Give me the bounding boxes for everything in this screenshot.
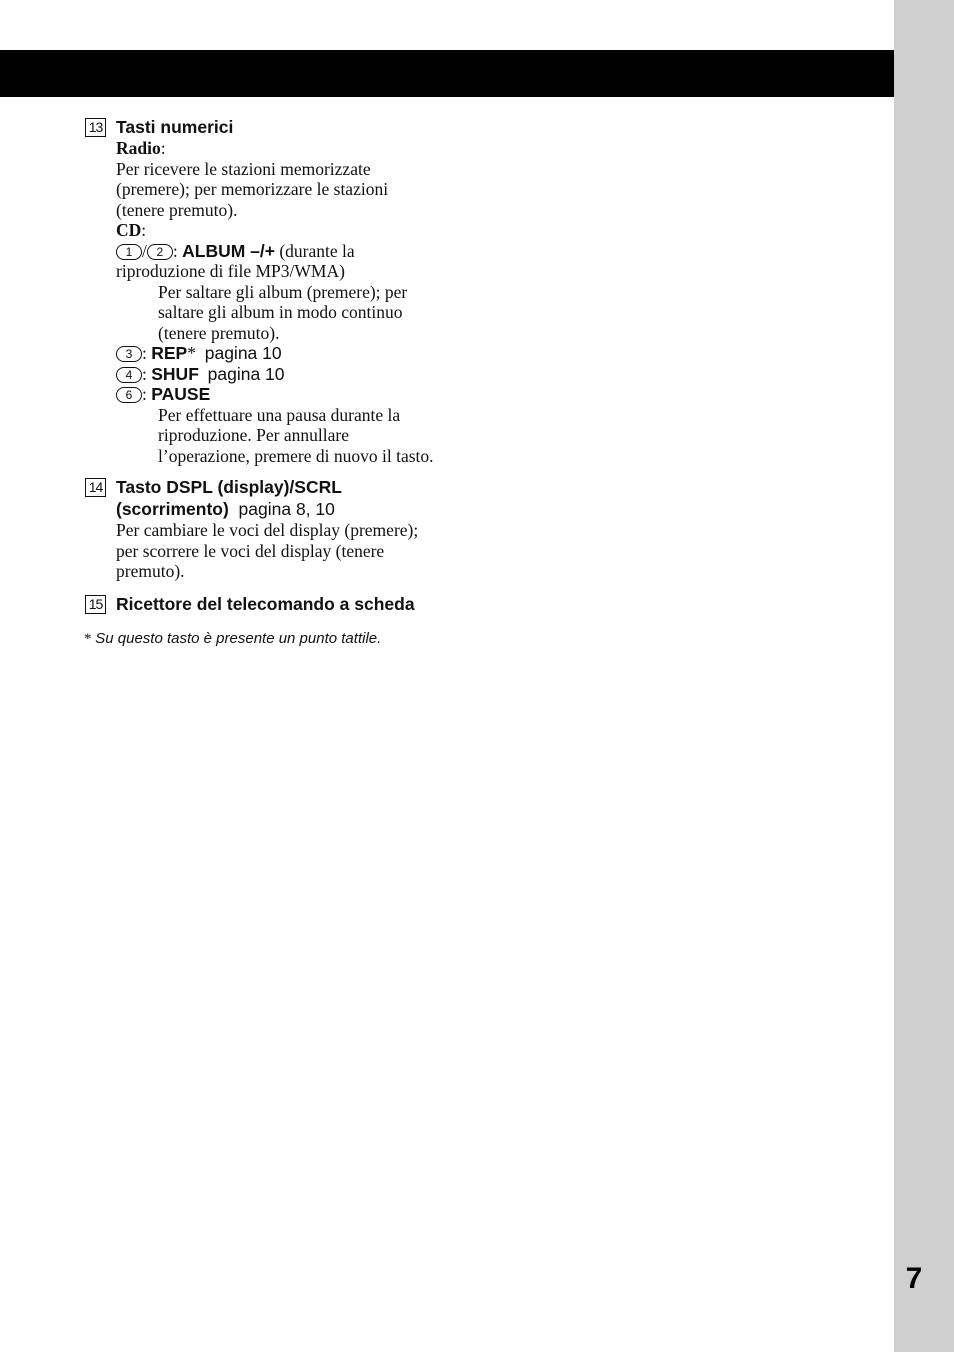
header-bar bbox=[0, 50, 894, 97]
item-13 bbox=[84, 116, 484, 466]
item-14 bbox=[84, 476, 484, 582]
item-title: Ricettore del telecomando a scheda bbox=[116, 593, 415, 614]
footnote bbox=[84, 630, 381, 648]
item-title-line2 bbox=[116, 498, 484, 520]
key-6-icon: 6 bbox=[116, 387, 142, 403]
key-3-icon: 3 bbox=[116, 346, 142, 362]
album-line: 1 / 2 : ALBUM –/+ (durante la bbox=[116, 241, 484, 262]
radio-label: Radio bbox=[116, 138, 161, 158]
item-title-cont: (scorrimento) bbox=[116, 499, 229, 519]
cd-label: CD bbox=[116, 220, 142, 240]
item-15 bbox=[84, 593, 484, 615]
rep-line: 3 : REP* pagina 10 bbox=[116, 343, 484, 364]
radio-label-line: Radio: bbox=[116, 138, 166, 158]
content bbox=[84, 116, 484, 615]
album-label: ALBUM –/+ bbox=[182, 240, 275, 261]
album-text: (durante la bbox=[279, 240, 355, 261]
key-4-icon: 4 bbox=[116, 367, 142, 383]
desc-line: premuto). bbox=[116, 561, 185, 581]
radio-line: (tenere premuto). bbox=[116, 199, 238, 220]
shuf-ref: pagina 10 bbox=[207, 363, 285, 384]
pause-label: PAUSE bbox=[151, 384, 211, 404]
pause-desc-line: Per effettuare una pausa durante la bbox=[158, 404, 401, 425]
cd-label-line: CD: bbox=[116, 220, 147, 240]
item-number: 14 bbox=[85, 478, 106, 497]
album-desc bbox=[116, 282, 484, 344]
pause-desc-line: l’operazione, premere di nuovo il tasto. bbox=[158, 445, 434, 466]
footnote-mark: * bbox=[84, 631, 92, 647]
pause-desc bbox=[116, 405, 484, 467]
side-tab bbox=[894, 0, 954, 1352]
desc-line: per scorrere le voci del display (tenere bbox=[116, 540, 385, 561]
desc-line: Per cambiare le voci del display (premere); bbox=[116, 520, 419, 540]
item-number: 15 bbox=[85, 595, 106, 614]
radio-line: (premere); per memorizzare le stazioni bbox=[116, 179, 389, 199]
radio-line: Per ricevere le stazioni memorizzate bbox=[116, 158, 371, 179]
item-number: 13 bbox=[85, 118, 106, 137]
shuf-line: 4 : SHUF pagina 10 bbox=[116, 364, 484, 385]
pause-line: 6 : PAUSE bbox=[116, 384, 484, 405]
page-number: 7 bbox=[905, 1262, 923, 1295]
item-ref: pagina 8, 10 bbox=[238, 499, 335, 519]
album-desc-line: Per saltare gli album (premere); per bbox=[158, 281, 408, 302]
shuf-label: SHUF bbox=[151, 363, 199, 384]
pause-desc-line: riproduzione. Per annullare bbox=[158, 425, 349, 445]
rep-label: REP bbox=[151, 343, 188, 363]
key-1-icon: 1 bbox=[116, 244, 142, 260]
item-title: Tasto DSPL (display)/SCRL bbox=[116, 477, 342, 497]
album-text-line: riproduzione di file MP3/WMA) bbox=[116, 261, 345, 281]
key-2-icon: 2 bbox=[147, 244, 173, 260]
album-desc-line: (tenere premuto). bbox=[158, 322, 280, 343]
rep-ref: pagina 10 bbox=[204, 343, 282, 363]
item-title: Tasti numerici bbox=[116, 117, 234, 137]
footnote-text: Su questo tasto è presente un punto tattile. bbox=[95, 630, 382, 647]
album-desc-line: saltare gli album in modo continuo bbox=[158, 302, 403, 322]
